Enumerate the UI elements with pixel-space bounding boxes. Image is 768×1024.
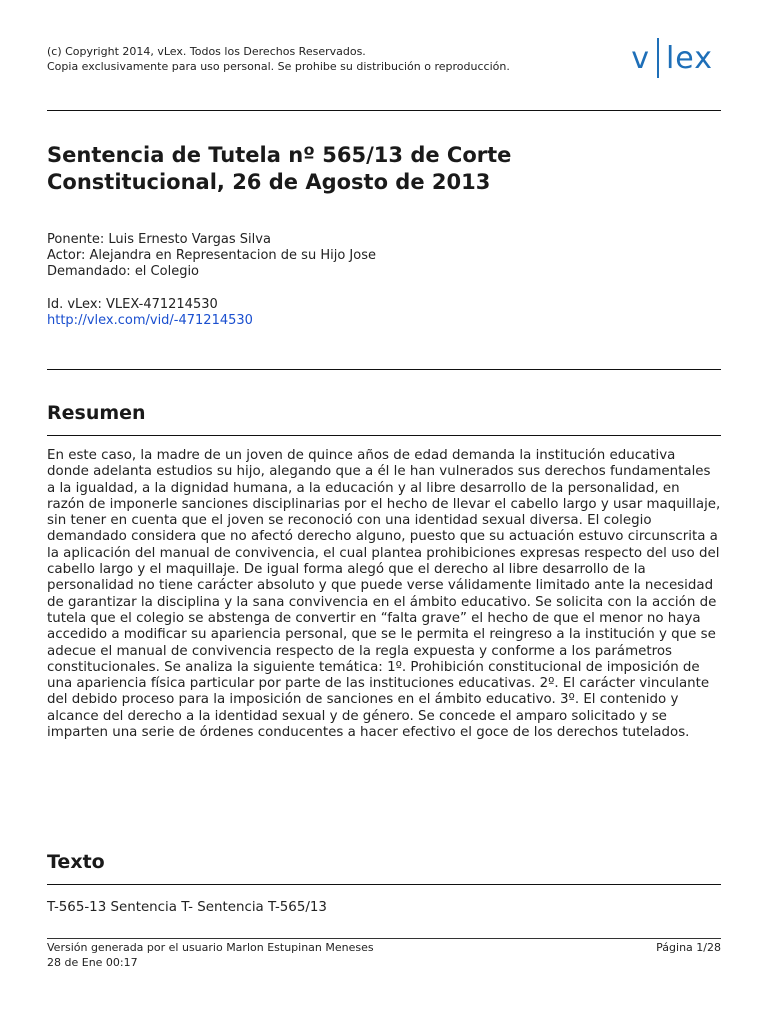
- logo-left-text: v: [631, 40, 650, 76]
- copyright-line-1: (c) Copyright 2014, vLex. Todos los Derechos Reservados.: [47, 45, 366, 58]
- texto-divider: [47, 884, 721, 885]
- document-metadata: [47, 232, 376, 329]
- title-line-2: Constitucional, 26 de Agosto de 2013: [47, 170, 491, 194]
- title-line-1: Sentencia de Tutela nº 565/13 de Corte: [47, 143, 512, 167]
- actor: Actor: Alejandra en Representacion de su Hijo Jose: [47, 248, 376, 263]
- header-divider: [47, 110, 721, 111]
- ponente: Ponente: Luis Ernesto Vargas Silva: [47, 232, 271, 247]
- demandado: Demandado: el Colegio: [47, 264, 200, 279]
- document-link[interactable]: http://vlex.com/vid/-471214530: [47, 313, 253, 328]
- copyright-notice: [47, 44, 721, 74]
- meta-divider: [47, 369, 721, 370]
- footer-page-number: Página 1/28: [656, 941, 721, 954]
- logo-divider: [657, 38, 659, 78]
- page-header: [47, 40, 721, 84]
- vlex-id: Id. vLex: VLEX-471214530: [47, 297, 218, 312]
- footer-generated-by: Versión generada por el usuario Marlon Estupinan Meneses: [47, 941, 374, 954]
- vlex-logo: [631, 38, 713, 78]
- logo-right-text: lex: [665, 40, 713, 76]
- texto-content: T-565-13 Sentencia T- Sentencia T-565/13: [47, 900, 327, 915]
- document-title: [47, 142, 511, 196]
- copyright-line-2: Copia exclusivamente para uso personal. Se prohibe su distribución o reproducción.: [47, 60, 510, 73]
- footer-date: 28 de Ene 00:17: [47, 956, 138, 969]
- texto-heading: Texto: [47, 851, 105, 873]
- resumen-divider: [47, 435, 721, 436]
- page-footer: [47, 940, 721, 970]
- resumen-heading: Resumen: [47, 402, 146, 424]
- footer-divider: [47, 938, 721, 939]
- resumen-body: En este caso, la madre de un joven de quince años de edad demanda la institución educativa donde adelanta estudios su hijo, alegando que a él le han vulnerados sus derechos fundamentales a la igualdad, a la dignidad humana, a la educación y al libre desarrollo de la personalidad, en razón de imponerle sanciones disciplinarias por el hecho de llevar el cabello largo y usar maquillaje, sin tener en cuenta que el joven se reconoció con una identidad sexual diversa. El colegio demandado considera que no afectó derecho alguno, puesto que su actuación estuvo circunscrita a la aplicación del manual de convivencia, el cual plantea prohibiciones expresas respecto del uso del cabello largo y el maquillaje. De igual forma alegó que el derecho al libre desarrollo de la personalidad no tiene carácter absoluto y que puede verse válidamente limitado ante la necesidad de garantizar la disciplina y la sana convivencia en el ámbito educativo. Se solicita con la acción de tutela que el colegio se abstenga de convertir en “falta grave” el hecho de que el menor no haya accedido a modificar su apariencia personal, que se le permita el reingreso a la institución y que se adecue el manual de convivencia respecto de la regla expuesta y conforme a los parámetros constitucionales. Se analiza la siguiente temática: 1º. Prohibición constitucional de imposición de una apariencia física particular por parte de las instituciones educativas. 2º. El carácter vinculante del debido proceso para la imposición de sanciones en el ámbito educativo. 3º. El contenido y alcance del derecho a la identidad sexual y de género. Se concede el amparo solicitado y se imparten una serie de órdenes conducentes a hacer efectivo el goce de los derechos tutelados.: [47, 448, 721, 741]
